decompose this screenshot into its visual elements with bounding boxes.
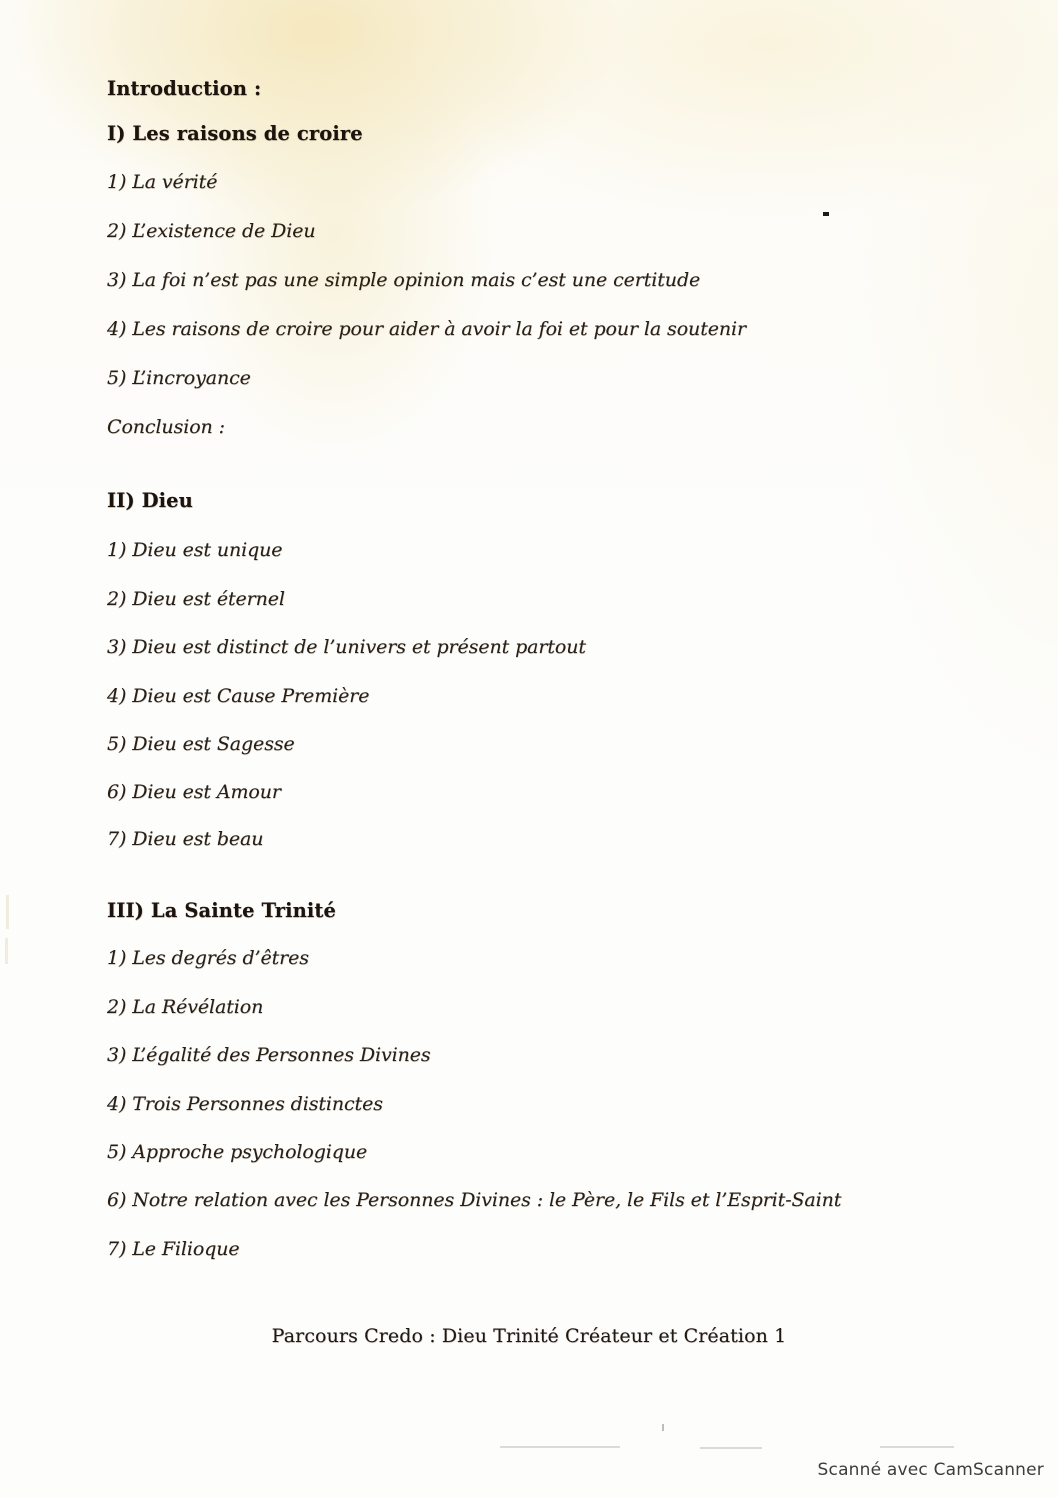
toc-item: 2) L’existence de Dieu <box>107 220 316 242</box>
toc-heading-section-2: II) Dieu <box>107 489 193 512</box>
toc-item: 5) Dieu est Sagesse <box>107 733 295 755</box>
scan-edge-mark <box>6 895 9 929</box>
toc-heading-introduction: Introduction : <box>107 77 262 100</box>
toc-item: 5) Approche psychologique <box>107 1141 368 1163</box>
camscanner-watermark: Scanné avec CamScanner <box>817 1460 1044 1480</box>
toc-item: 1) Dieu est unique <box>107 539 283 561</box>
toc-item-conclusion: Conclusion : <box>107 416 225 438</box>
toc-heading-section-3: III) La Sainte Trinité <box>107 899 336 922</box>
toc-item: 6) Notre relation avec les Personnes Divines : le Père, le Fils et l’Esprit-Saint <box>107 1189 842 1211</box>
page-footer-title: Parcours Credo : Dieu Trinité Créateur et Création 1 <box>271 1325 787 1347</box>
toc-item: 4) Dieu est Cause Première <box>107 685 370 707</box>
toc-item: 7) Le Filioque <box>107 1238 240 1260</box>
toc-item: 5) L’incroyance <box>107 367 251 389</box>
scan-edge-mark <box>5 938 8 964</box>
scan-speck <box>662 1424 664 1431</box>
toc-item: 2) Dieu est éternel <box>107 588 285 610</box>
toc-item: 1) La vérité <box>107 171 218 193</box>
scan-smudge <box>880 1446 954 1448</box>
toc-item: 3) Dieu est distinct de l’univers et présent partout <box>107 636 586 658</box>
toc-item: 2) La Révélation <box>107 996 264 1018</box>
toc-item: 6) Dieu est Amour <box>107 781 281 803</box>
toc-item: 4) Les raisons de croire pour aider à avoir la foi et pour la soutenir <box>107 318 746 340</box>
scan-smudge <box>700 1447 762 1449</box>
toc-item: 3) L’égalité des Personnes Divines <box>107 1044 431 1066</box>
scan-speck <box>823 212 829 216</box>
scan-smudge <box>500 1446 620 1448</box>
toc-item: 1) Les degrés d’êtres <box>107 947 309 969</box>
toc-item: 3) La foi n’est pas une simple opinion mais c’est une certitude <box>107 269 701 291</box>
toc-item: 4) Trois Personnes distinctes <box>107 1093 383 1115</box>
toc-heading-section-1: I) Les raisons de croire <box>107 122 363 145</box>
toc-item: 7) Dieu est beau <box>107 828 264 850</box>
